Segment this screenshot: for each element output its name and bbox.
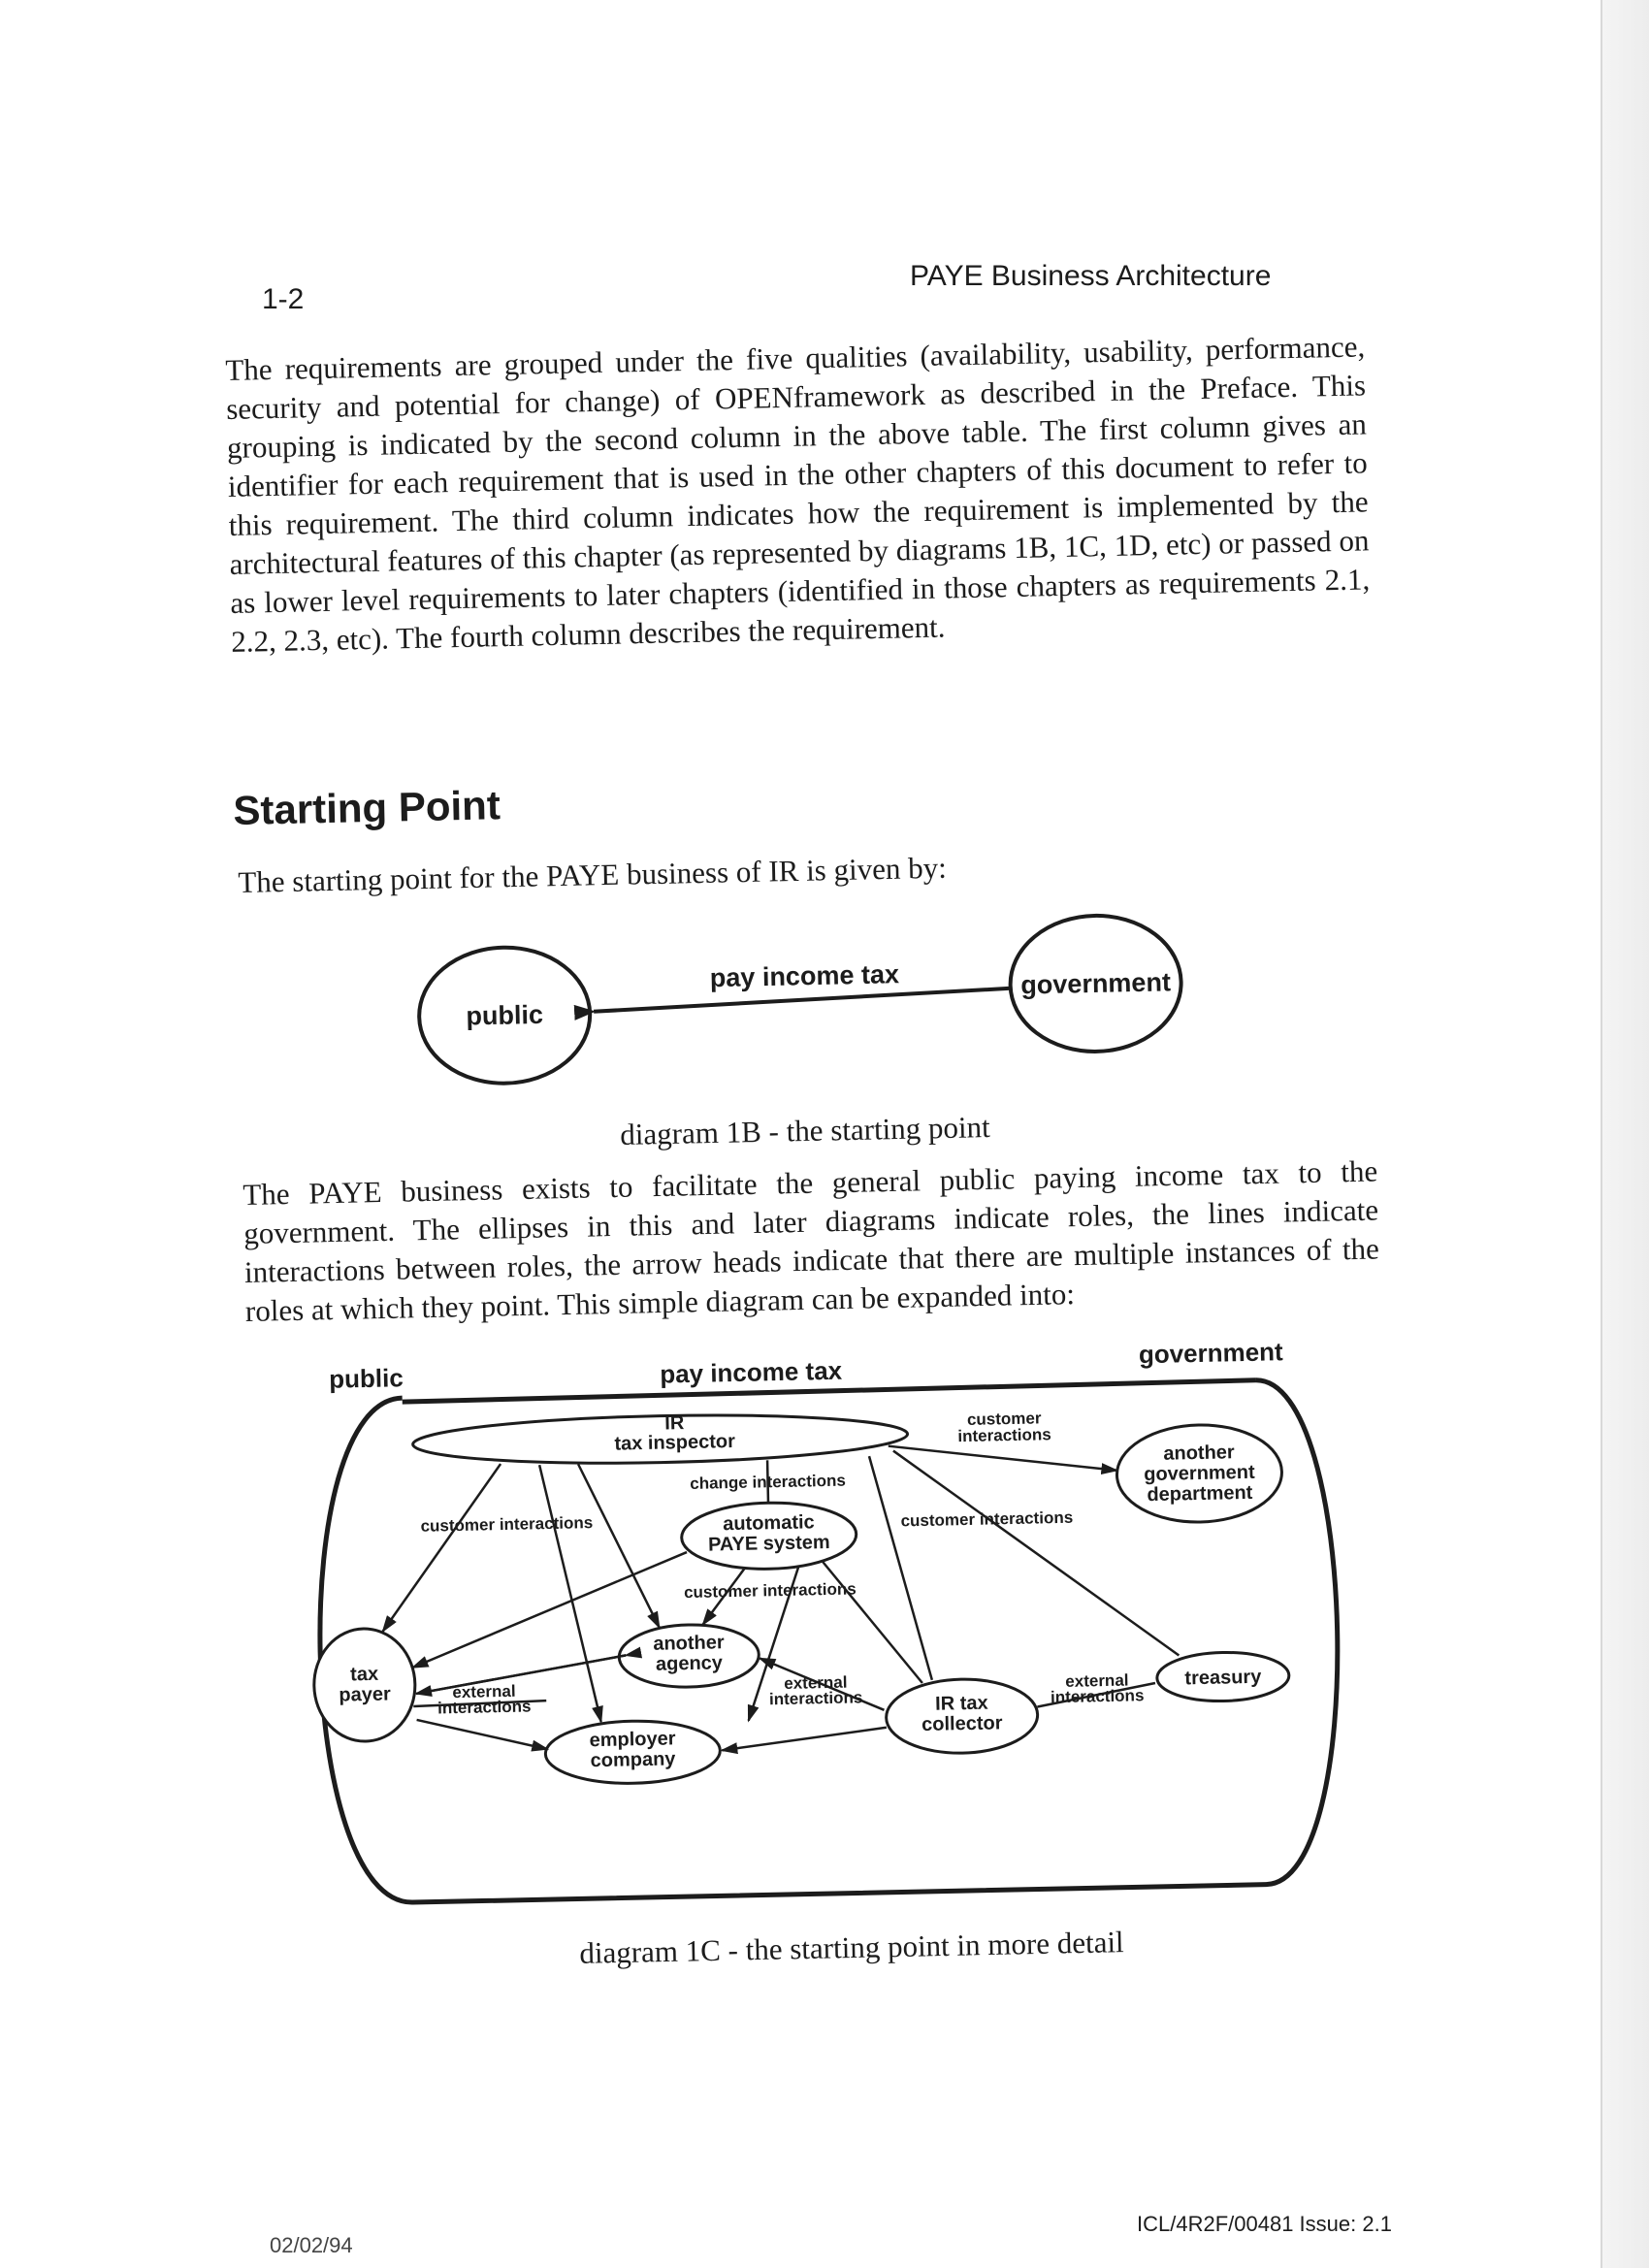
paye-system-label: PAYE system: [707, 1531, 830, 1556]
public-label: public: [466, 999, 544, 1031]
employer-company-label: employer: [589, 1728, 676, 1752]
interaction-line: [379, 1464, 504, 1632]
document-date: 02/02/94: [270, 2233, 353, 2257]
another-government-department-label: government: [1144, 1461, 1255, 1486]
another-government-department-label: department: [1147, 1481, 1253, 1507]
government-label: government: [1138, 1339, 1283, 1370]
external-interactions-label: interactions: [436, 1697, 532, 1718]
diagram-1b: [386, 879, 1245, 1129]
change-interactions-label: change interactions: [690, 1471, 847, 1493]
another-government-department-label: another: [1163, 1442, 1235, 1465]
external-interactions-label: external: [1065, 1670, 1129, 1691]
ir-tax-collector-label: IR tax: [934, 1692, 988, 1715]
customer-interactions-label: customer interactions: [683, 1579, 857, 1603]
customer-interactions-label: customer interactions: [900, 1507, 1074, 1531]
external-interactions-label: interactions: [1050, 1686, 1145, 1707]
interaction-line: [869, 1455, 932, 1681]
tax-payer-label: payer: [339, 1683, 391, 1706]
ir-tax-inspector-label: IR: [664, 1412, 685, 1435]
external-interactions-label: external: [452, 1681, 516, 1702]
external-interactions-label: external: [784, 1672, 848, 1693]
document-id: ICL/4R2F/00481 Issue: 2.1: [1137, 2212, 1392, 2236]
interaction-line: [823, 1560, 922, 1685]
treasury-label: treasury: [1184, 1666, 1262, 1690]
running-title: PAYE Business Architecture: [910, 260, 1272, 292]
interaction-line: [578, 1463, 660, 1630]
pay-income-tax-label: pay income tax: [709, 959, 900, 993]
diagram-1c-caption: diagram 1C - the starting point in more detail: [579, 1925, 1124, 1970]
ir-tax-collector-label: collector: [921, 1712, 1003, 1736]
ir-tax-inspector-label: tax inspector: [614, 1430, 736, 1455]
page-edge: [1600, 0, 1649, 2268]
paragraph-paye-business: The PAYE business exists to facilitate the general public paying income tax to the government. The ellipses in this and later diagrams indicate roles, the lines indicate interactions between roles, the arrow heads indicate that there are multiple instances of the roles at which they point. This simple diagram can be expanded into:: [242, 1153, 1380, 1328]
another-agency-label: another: [653, 1632, 725, 1655]
interaction-line: [889, 1442, 1117, 1475]
page-number: 1-2: [262, 283, 305, 315]
government-label: government: [1020, 967, 1172, 1000]
interaction-line: [415, 1655, 627, 1694]
external-interactions-label: interactions: [768, 1688, 863, 1709]
interaction-line: [722, 1728, 887, 1751]
public-label: public: [328, 1363, 404, 1394]
diagram-1c: [285, 1339, 1374, 1943]
paragraph-starting-point-intro: The starting point for the PAYE business of IR is given by:: [238, 850, 948, 899]
section-heading: Starting Point: [233, 782, 501, 833]
employer-company-label: company: [590, 1748, 676, 1772]
pay-income-tax-arrow: [594, 988, 1011, 1012]
customer-interactions-label: customer: [966, 1409, 1042, 1429]
paye-system-label: automatic: [722, 1511, 815, 1536]
customer-interactions-label: interactions: [957, 1425, 1051, 1446]
pay-income-tax-label: pay income tax: [659, 1355, 843, 1389]
interaction-line: [417, 1717, 548, 1752]
tax-payer-label: tax: [349, 1663, 379, 1686]
customer-interactions-label: customer interactions: [420, 1513, 594, 1536]
diagram-1b-caption: diagram 1B - the starting point: [619, 1110, 991, 1151]
paragraph-requirements-grouping: The requirements are grouped under the five qualities (availability, usability, performance, security and potential for change) of OPENframework as described in the Preface. This grouping is indicated by the second column in the above table. The first column gives an identifier for each requirement that is used in the other chapters of this document to refer to this requirement. The third column indicates how the requirement is implemented by the architectural features of this chapter (as represented by diagrams 1B, 1C, 1D, etc) or passed on as lower level requirements to later chapters (identified in those chapters as requirements 2.1, 2.2, 2.3, etc). The fourth column describes the requirement.: [225, 329, 1371, 659]
another-agency-label: agency: [655, 1652, 724, 1675]
